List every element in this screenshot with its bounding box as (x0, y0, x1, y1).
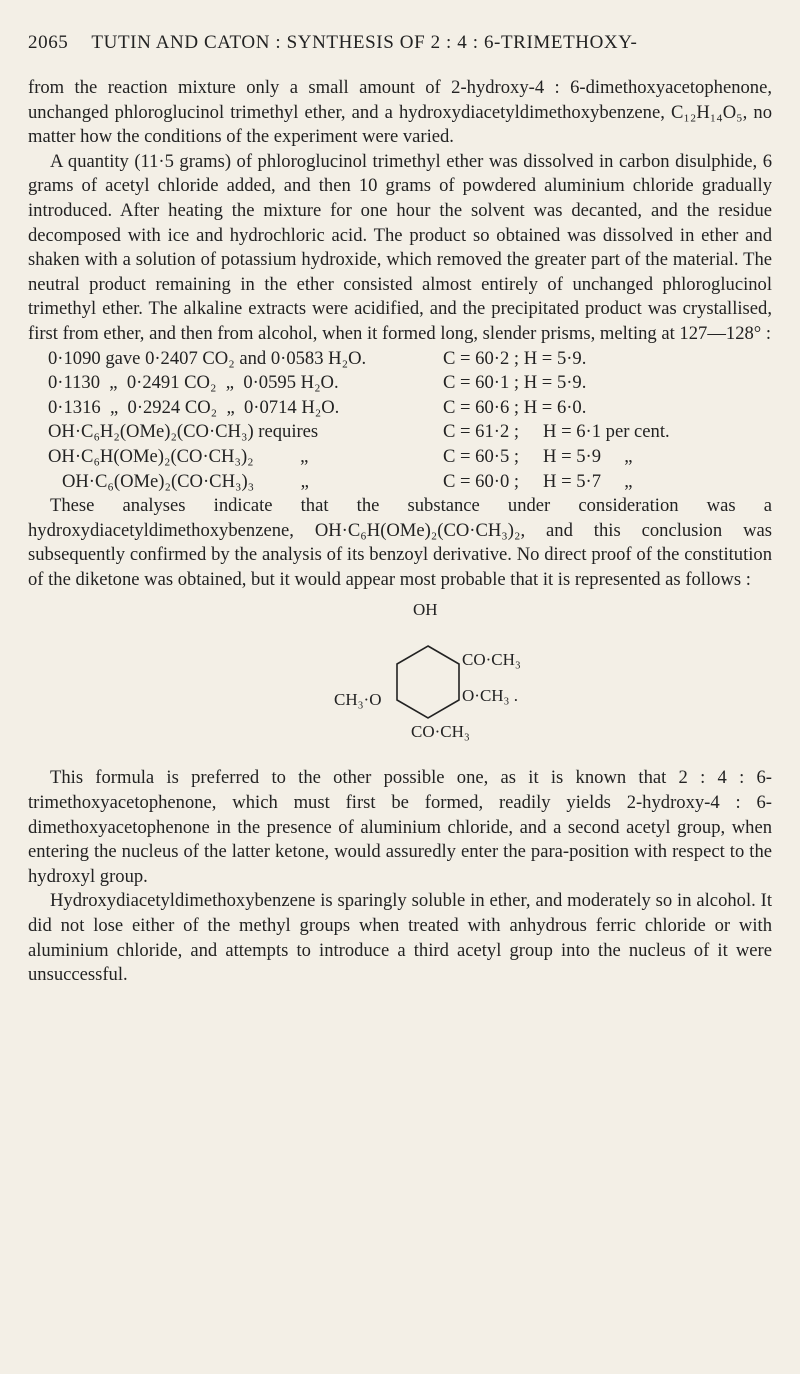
analysis-result: C = 60·2 ; H = 5·9. (443, 347, 587, 369)
analysis-row (48, 470, 772, 495)
methoxy-right-label: O·CH₃ . (462, 686, 518, 706)
analysis-row (48, 371, 772, 396)
analysis-sample: 0·1090 gave 0·2407 CO₂ and 0·0583 H₂O. (48, 347, 367, 369)
hydroxyl-label: OH (413, 600, 438, 620)
structural-formula (28, 594, 772, 762)
analysis-row (48, 396, 772, 421)
paragraph-5: Hydroxydiacetyldimethoxybenzene is sparingly soluble in ether, and moderately so in alcohol. It did not lose either of the methyl groups when treated with anhydrous ferric chloride or with aluminium chloride, and attempts to introduce a third acetyl group into the nucleus of it were unsuccessful. (28, 890, 772, 986)
paragraph-2: A quantity (11·5 grams) of phloroglucinol trimethyl ether was dissolved in carbon disulphide, 6 grams of acetyl chloride added, and then 10 grams of powdered aluminium chloride gradually introduced. After heating the mixture for one hour the solvent was decanted, and the residue decomposed with ice and hydrochloric acid. The product so obtained was dissolved in ether and shaken with a solution of potassium hydroxide, which removed the greater part of the material. The neutral product remaining in the ether consisted almost entirely of unchanged phloroglucinol trimethyl ether. The alkaline extracts were acidified, and the precipitated product was crystallised, first from ether, and then from alcohol, when it formed long, slender prisms, melting at 127—128° : (28, 150, 772, 344)
analysis-formula: OH·C₆(OMe)₂(CO·CH₃)₃ „ (48, 470, 309, 492)
running-head (28, 32, 772, 54)
analysis-row (48, 347, 772, 372)
analysis-sample: 0·1130 „ 0·2491 CO₂ „ 0·0595 H₂O. (48, 372, 339, 394)
analysis-result: C = 60·1 ; H = 5·9. (443, 372, 587, 394)
methoxy-left-label: CH₃·O (334, 690, 382, 710)
analysis-calc-c: C = 61·2 ; (443, 421, 520, 443)
analysis-row (48, 445, 772, 470)
acetyl-top-label: CO·CH₃ (462, 650, 521, 670)
analysis-calc-c: C = 60·0 ; (443, 470, 520, 492)
analysis-sample: 0·1316 „ 0·2924 CO₂ „ 0·0714 H₂O. (48, 396, 340, 418)
benzene-ring-diagram (28, 594, 772, 762)
analysis-result: C = 60·6 ; H = 6·0. (443, 396, 587, 418)
analysis-formula: OH·C₆H(OMe)₂(CO·CH₃)₂ „ (48, 445, 309, 467)
analysis-formula: OH·C₆H₂(OMe)₂(CO·CH₃) requires (48, 421, 319, 443)
analysis-calc-h: H = 6·1 per cent. (543, 421, 670, 443)
analysis-row (48, 420, 772, 445)
analysis-table (48, 347, 772, 495)
page-number: 2065 (28, 32, 69, 53)
analysis-calc-h: H = 5·9 „ (543, 445, 633, 467)
paragraph-4: This formula is preferred to the other possible one, as it is known that 2 : 4 : 6-trimethoxyacetophenone, which must first be formed, readily yields 2-hydroxy-4 : 6-dimethoxyacetophenone in the presence of aluminium chloride, and a second acetyl group, when entering the nucleus of the latter ketone, would assuredly enter the para-position with respect to the hydroxyl group. (28, 767, 772, 887)
acetyl-bottom-label: CO·CH₃ (411, 722, 470, 742)
paragraph-1: from the reaction mixture only a small amount of 2-hydroxy-4 : 6-dimethoxyacetophenone, unchanged phloroglucinol trimethyl ether, and a hydroxydiacetyldimethoxybenzene, C₁₂H₁₄O₅, no matter how the conditions of the experiment were varied. (28, 77, 772, 148)
running-title: TUTIN AND CATON : SYNTHESIS OF 2 : 4 : 6-TRIMETHOXY- (91, 32, 638, 53)
analysis-calc-h: H = 5·7 „ (543, 470, 633, 492)
analysis-calc-c: C = 60·5 ; (443, 445, 520, 467)
paragraph-3: These analyses indicate that the substance under consideration was a hydroxydiacetyldimethoxybenzene, OH·C₆H(OMe)₂(CO·CH₃)₂, and this conclusion was subsequently confirmed by the analysis of its benzoyl derivative. No direct proof of the constitution of the diketone was obtained, but it would appear most probable that it is represented as follows : (28, 495, 772, 590)
